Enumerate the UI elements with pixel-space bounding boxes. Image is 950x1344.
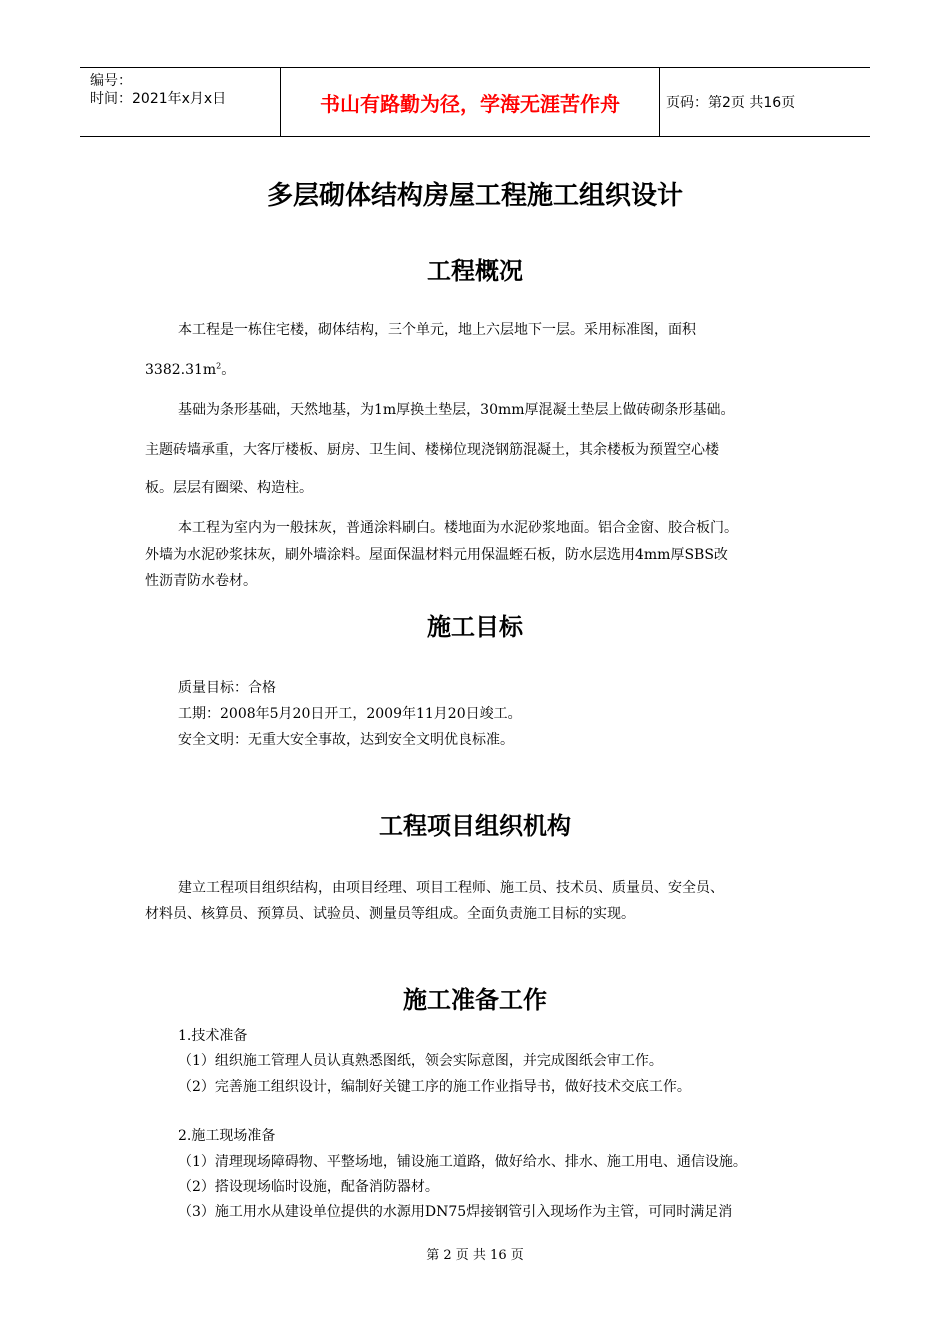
- overview-paragraph-2-line-3: 板。层层有圈梁、构造柱。: [145, 480, 313, 496]
- overview-paragraph-3-line-2: 外墙为水泥砂浆抹灰，刷外墙涂料。屋面保温材料元用保温蛭石板，防水层选用4mm厚SBS改: [145, 547, 728, 563]
- number-label: 编号：: [90, 73, 132, 89]
- header-motto-cell: [281, 68, 660, 136]
- overview-paragraph-1-line-1: 本工程是一栋住宅楼，砌体结构，三个单元，地上六层地下一层。采用标准图，面积: [178, 322, 696, 338]
- section-title-preparation: 施工准备工作: [403, 986, 547, 1014]
- motto-text: 书山有路勤为径，学海无涯苦作舟: [320, 92, 620, 116]
- site-prep-item-2: （2）搭设现场临时设施，配备消防器材。: [178, 1179, 439, 1195]
- site-prep-item-3: （3）施工用水从建设单位提供的水源用DN75焊接钢管引入现场作为主管，可同时满足消: [178, 1204, 733, 1220]
- area-unit-superscript: 2: [216, 361, 222, 371]
- document-title: 多层砌体结构房屋工程施工组织设计: [266, 181, 683, 211]
- organization-line-1: 建立工程项目组织结构，由项目经理、项目工程师、施工员、技术员、质量员、安全员、: [178, 880, 724, 896]
- time-label: 时间：2021年x月x日: [90, 91, 227, 107]
- overview-area-line: [145, 361, 235, 379]
- goal-period: 工期：2008年5月20日开工，2009年11月20日竣工。: [178, 706, 522, 722]
- overview-paragraph-3-line-3: 性沥青防水卷材。: [145, 573, 257, 589]
- tech-prep-item-2: （2）完善施工组织设计，编制好关键工序的施工作业指导书，做好技术交底工作。: [178, 1079, 691, 1095]
- tech-prep-heading: 1.技术准备: [178, 1028, 248, 1044]
- header-page-cell: [660, 68, 870, 136]
- site-prep-heading: 2.施工现场准备: [178, 1128, 276, 1144]
- site-prep-item-1: （1）清理现场障碍物、平整场地，铺设施工道路，做好给水、排水、施工用电、通信设施。: [178, 1154, 747, 1170]
- page-footer: 第 2 页 共 16 页: [426, 1248, 524, 1263]
- page-number-label: 页码：第2页 共16页: [666, 95, 796, 111]
- overview-paragraph-3-line-1: 本工程为室内为一般抹灰，普通涂料刷白。楼地面为水泥砂浆地面。铝合金窗、胶合板门。: [178, 520, 738, 536]
- header-info-cell: [80, 68, 281, 136]
- overview-paragraph-2-line-2: 主题砖墙承重，大客厅楼板、厨房、卫生间、楼梯位现浇钢筋混凝土，其余楼板为预置空心楼: [145, 442, 719, 458]
- header-table: [80, 67, 870, 137]
- area-value: 3382.31m: [145, 362, 217, 378]
- section-title-goals: 施工目标: [427, 613, 523, 641]
- section-title-overview: 工程概况: [427, 257, 523, 285]
- tech-prep-item-1: （1）组织施工管理人员认真熟悉图纸，领会实际意图，并完成图纸会审工作。: [178, 1053, 663, 1069]
- overview-paragraph-2-line-1: 基础为条形基础，天然地基，为1m厚换土垫层，30mm厚混凝土垫层上做砖砌条形基础。: [178, 402, 735, 418]
- section-title-organization: 工程项目组织机构: [379, 812, 571, 840]
- organization-line-2: 材料员、核算员、预算员、试验员、测量员等组成。全面负责施工目标的实现。: [145, 906, 635, 922]
- goal-quality: 质量目标：合格: [178, 680, 276, 696]
- goal-safety: 安全文明：无重大安全事故，达到安全文明优良标准。: [178, 732, 514, 748]
- area-line-end: 。: [221, 362, 236, 378]
